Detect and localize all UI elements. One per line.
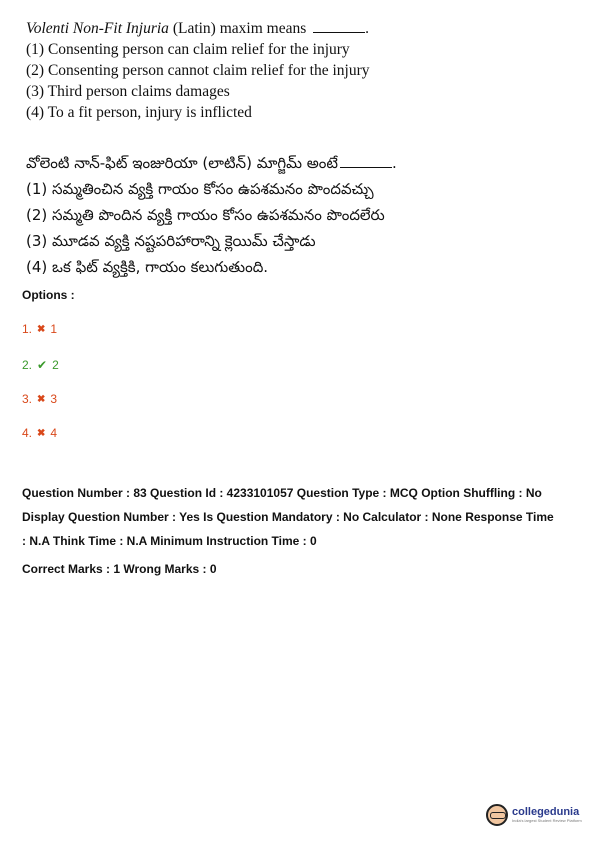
check-icon: ✔ bbox=[37, 358, 48, 372]
telugu-title-text: వోలెంటి నాన్-ఫిట్ ఇంజురియా (లాటిన్) మాగ్జిమ్ అంటే bbox=[26, 154, 338, 172]
logo-brand: collegedunia bbox=[512, 806, 580, 818]
cross-icon: ✖ bbox=[37, 393, 46, 405]
question-title-rest: (Latin) maxim means bbox=[168, 20, 311, 37]
english-option-2: (2) Consenting person cannot claim relief for the injury bbox=[26, 62, 370, 79]
logo-mascot-icon bbox=[486, 804, 508, 826]
option-value: 4 bbox=[50, 426, 58, 440]
telugu-option-3: (3) మూడవ వ్యక్తి నష్టపరిహారాన్ని క్లెయిమ్ చేస్తాడు bbox=[26, 232, 316, 250]
question-english bbox=[26, 18, 571, 123]
collegedunia-logo bbox=[486, 800, 586, 830]
option-value: 3 bbox=[50, 392, 58, 406]
option-value: 2 bbox=[52, 358, 59, 372]
telugu-option-4: (4) ఒక ఫిట్ వ్యక్తికి, గాయం కలుగుతుంది. bbox=[26, 258, 269, 276]
question-telugu bbox=[26, 150, 571, 280]
question-title-end: . bbox=[365, 20, 369, 37]
answer-option-2 bbox=[22, 358, 59, 372]
option-number: 2. bbox=[22, 358, 33, 372]
telugu-answer-blank bbox=[340, 153, 392, 168]
options-label: Options : bbox=[22, 288, 75, 302]
logo-text bbox=[512, 806, 582, 824]
meta-line-3: : N.A Think Time : N.A Minimum Instruction Time : 0 bbox=[22, 534, 317, 548]
option-number: 1. bbox=[22, 322, 33, 336]
telugu-title-end: . bbox=[391, 154, 397, 172]
answer-option-4 bbox=[22, 426, 57, 440]
cross-icon: ✖ bbox=[37, 427, 46, 439]
telugu-option-1: (1) సమ్మతించిన వ్యక్తి గాయం కోసం ఉపశమనం పొందవచ్చు bbox=[26, 180, 374, 198]
meta-line-2: Display Question Number : Yes Is Question Mandatory : No Calculator : None Response Time bbox=[22, 510, 554, 524]
english-option-3: (3) Third person claims damages bbox=[26, 83, 230, 100]
option-number: 4. bbox=[22, 426, 33, 440]
question-title bbox=[26, 18, 571, 39]
meta-line-1: Question Number : 83 Question Id : 4233101057 Question Type : MCQ Option Shuffling : No bbox=[22, 486, 542, 500]
english-option-4: (4) To a fit person, injury is inflicted bbox=[26, 104, 252, 121]
option-value: 1 bbox=[50, 322, 58, 336]
telugu-question-title bbox=[26, 150, 571, 176]
telugu-option-2: (2) సమ్మతి పొందిన వ్యక్తి గాయం కోసం ఉపశమనం పొందలేరు bbox=[26, 206, 385, 224]
answer-blank bbox=[313, 19, 365, 33]
question-meta bbox=[22, 481, 577, 581]
cross-icon: ✖ bbox=[37, 323, 46, 335]
answer-option-1 bbox=[22, 322, 57, 336]
maxim-name: Volenti Non-Fit Injuria bbox=[26, 20, 169, 37]
english-option-1: (1) Consenting person can claim relief for the injury bbox=[26, 41, 350, 58]
meta-marks: Correct Marks : 1 Wrong Marks : 0 bbox=[22, 562, 217, 576]
option-number: 3. bbox=[22, 392, 33, 406]
logo-tagline: India's largest Student Review Platform bbox=[512, 818, 582, 823]
answer-option-3 bbox=[22, 392, 57, 406]
